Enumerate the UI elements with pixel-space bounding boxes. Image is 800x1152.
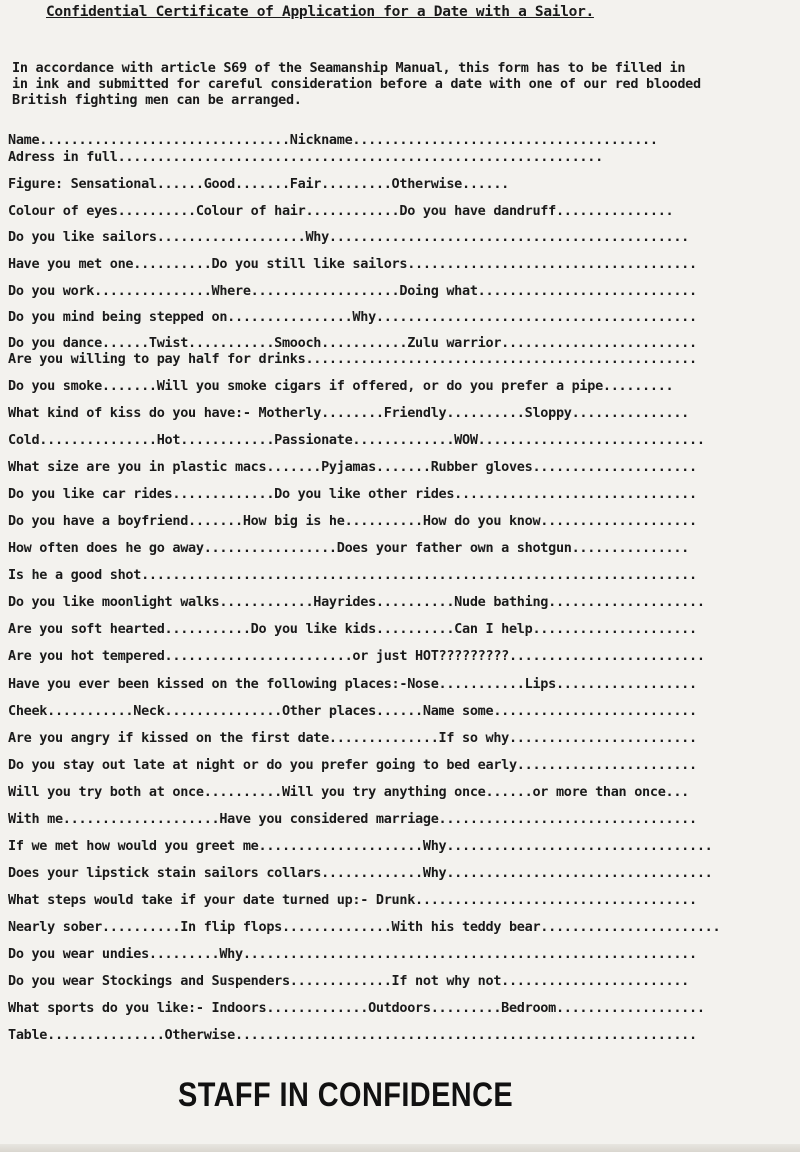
form-line: Have you met one..........Do you still like sailors..................................... — [8, 256, 697, 272]
form-line: Do you stay out late at night or do you prefer going to bed early....................... — [8, 757, 697, 773]
form-line: Are you angry if kissed on the first date..............If so why........................ — [8, 730, 697, 746]
form-line: Do you like car rides.............Do you like other rides............................... — [8, 486, 697, 502]
form-line: Are you soft hearted...........Do you like kids..........Can I help..................... — [8, 621, 697, 637]
form-line: Do you wear undies.........Why.......................................................... — [8, 946, 697, 962]
form-line: Have you ever been kissed on the following places:-Nose...........Lips.................. — [8, 676, 697, 692]
form-line: What sports do you like:- Indoors.............Outdoors.........Bedroom................... — [8, 1000, 705, 1016]
form-line: Figure: Sensational......Good.......Fair.........Otherwise...... — [8, 176, 509, 192]
form-line: What size are you in plastic macs.......Pyjamas.......Rubber gloves..................... — [8, 459, 697, 475]
form-line: Do you mind being stepped on................Why......................................... — [8, 309, 697, 325]
form-line: If we met how would you greet me.....................Why.................................. — [8, 838, 713, 854]
form-line: What kind of kiss do you have:- Motherly........Friendly..........Sloppy............... — [8, 405, 690, 421]
form-line: Colour of eyes..........Colour of hair............Do you have dandruff............... — [8, 203, 674, 219]
document-title: Confidential Certificate of Application for a Date with a Sailor. — [46, 4, 594, 20]
form-line: What steps would take if your date turned up:- Drunk.................................... — [8, 892, 697, 908]
form-line: Are you willing to pay half for drinks.................................................. — [8, 351, 697, 367]
form-line: How often does he go away.................Does your father own a shotgun............... — [8, 540, 690, 556]
form-line: Do you wear Stockings and Suspenders.............If not why not........................ — [8, 973, 690, 989]
staff-in-confidence-stamp: STAFF IN CONFIDENCE — [178, 1076, 514, 1114]
form-line: Is he a good shot....................................................................... — [8, 567, 697, 583]
form-line: Will you try both at once..........Will you try anything once......or more than once... — [8, 784, 690, 800]
form-line: With me....................Have you considered marriage................................. — [8, 811, 697, 827]
form-line: Does your lipstick stain sailors collars.............Why.................................. — [8, 865, 713, 881]
form-line: Do you like sailors...................Why.............................................. — [8, 229, 690, 245]
form-line: Do you have a boyfriend.......How big is he..........How do you know.................... — [8, 513, 697, 529]
form-line: Do you smoke.......Will you smoke cigars if offered, or do you prefer a pipe......... — [8, 378, 674, 394]
form-line: Cold...............Hot............Passionate.............WOW............................. — [8, 432, 705, 448]
intro-paragraph: In accordance with article S69 of the Seamanship Manual, this form has to be filled in in ink and submitted for careful consideration before a date with one of our red blooded British fighting men can be arranged. — [12, 60, 701, 108]
form-line: Are you hot tempered........................or just HOT?????????......................... — [8, 648, 705, 664]
page-bottom-edge — [0, 1144, 800, 1152]
form-line: Name................................Nickname....................................... — [8, 132, 658, 148]
form-line: Do you work...............Where...................Doing what............................ — [8, 283, 697, 299]
form-line: Table...............Otherwise........................................................... — [8, 1027, 697, 1043]
form-line: Adress in full.............................................................. — [8, 149, 603, 165]
form-line: Do you dance......Twist...........Smooch...........Zulu warrior......................... — [8, 335, 697, 351]
form-line: Cheek...........Neck...............Other places......Name some.......................... — [8, 703, 697, 719]
form-line: Do you like moonlight walks............Hayrides..........Nude bathing.................... — [8, 594, 705, 610]
form-line: Nearly sober..........In flip flops..............With his teddy bear....................... — [8, 919, 721, 935]
